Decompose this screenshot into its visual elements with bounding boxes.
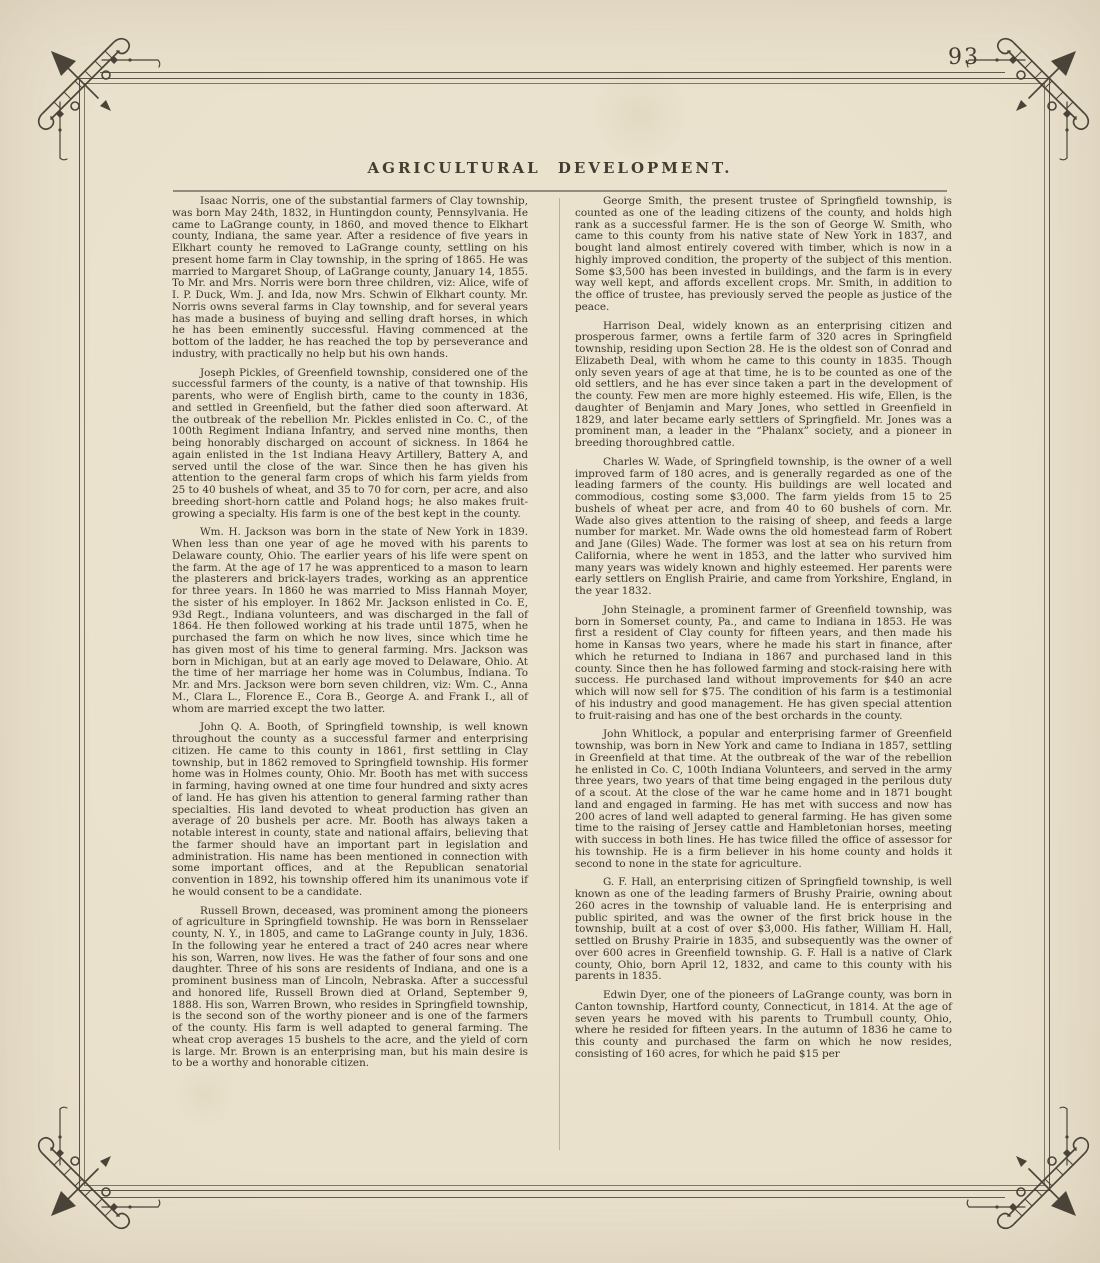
title-rule [173,190,947,192]
outer-bottom-rule [100,1197,1005,1198]
bio-paragraph-edwin-dyer: Edwin Dyer, one of the pioneers of LaGrange county, was born in Canton township, Hartford county, Connecticut, in 1814. At the age of seven years he moved with his parents to Trumbull county, Ohio, where he resided for fifteen years. In the autumn of 1836 he came to this county and purchased the farm on which he now resides, consisting of 160 acres, for which he paid $15 per [575,989,952,1060]
bio-paragraph-g-f-hall: G. F. Hall, an enterprising citizen of Springfield township, is well known as one of the leading farmers of Brushy Prairie, owning about 260 acres in the township of valuable land. He is enterprising and public spirited, and was the owner of the first brick house in the township, built at a cost of over $3,000. His father, William H. Hall, settled on Brushy Prairie in 1835, and subsequently was the owner of over 600 acres in Greenfield township. G. F. Hall is a native of Clark county, Ohio, born April 12, 1832, and came to this county with his parents in 1835. [575,876,952,983]
bio-paragraph-joseph-pickles: Joseph Pickles, of Greenfield township, considered one of the successful farmers of the county, is a native of that township. His parents, who were of English birth, came to the county in 1836, and settled in Greenfield, but the father died soon afterward. At the outbreak of the rebellion Mr. Pickles enlisted in Co. C., of the 100th Regiment Indiana Infantry, and served nine months, then being honorably discharged on account of sickness. In 1864 he again enlisted in the 1st Indiana Heavy Artillery, Battery A, and served until the close of the war. Since then he has given his attention to the general farm crops of which his farm yields from 25 to 40 bushels of wheat, and 35 to 70 for corn, per acre, and also breeding short-horn cattle and Poland hogs; he also makes fruit-growing a specialty. His farm is one of the best kept in the county. [172,366,528,520]
bio-paragraph-john-whitlock: John Whitlock, a popular and enterprising farmer of Greenfield township, was born in New York and came to Indiana in 1857, settling in Greenfield at that time. At the outbreak of the war of the rebellion he enlisted in Co. C, 100th Indiana Volunteers, and served in the army three years, two years of that time being engaged in the perilous duty of a scout. At the close of the war he came home and in 1871 bought land and engaged in farming. He has met with success and now has 200 acres of land well adapted to general farming. He has given some time to the raising of Jersey cattle and Hambletonian horses, meeting with success in both lines. He has twice filled the office of assessor for his township. He is a firm believer in his home county and holds it second to none in the state for agriculture. [575,728,952,870]
outer-top-rule [100,72,1005,73]
bio-paragraph-john-q-a-booth: John Q. A. Booth, of Springfield township, is well known throughout the county as a successful farmer and enterprising citizen. He came to this county in 1861, first settling in Clay township, but in 1862 removed to Springfield township. His former home was in Holmes county, Ohio. Mr. Booth has met with success in farming, having owned at one time four hundred and sixty acres of land. He has given his attention to general farming rather than specialties. His land devoted to wheat production has given an average of 20 bushels per acre. Mr. Booth has always taken a notable interest in county, state and national affairs, believing that the farmer should have an important part in legislation and administration. His name has been mentioned in connection with some important offices, and at the Republican senatorial convention in 1892, his township offered him its unanimous vote if he would consent to be a candidate. [172,721,528,898]
right-column [575,196,952,1068]
bio-paragraph-george-smith: George Smith, the present trustee of Springfield township, is counted as one of the leading citizens of the county, and holds high rank as a successful farmer. He is the son of George W. Smith, who came to this county from his native state of New York in 1837, and bought land almost entirely covered with timber, which is now in a highly improved condition, the property of the subject of this mention. Some $3,500 has been invested in buildings, and the farm is in every way well kept, and affords excellent crops. Mr. Smith, in addition to the office of trustee, has previously served the people as justice of the peace. [575,195,952,313]
bio-paragraph-wm-h-jackson: Wm. H. Jackson was born in the state of New York in 1839. When less than one year of age he moved with his parents to Delaware county, Ohio. The earlier years of his life were spent on the farm. At the age of 17 he was apprenticed to a mason to learn the plasterers and brick-layers trades, working as an apprentice for three years. In 1860 he was married to Miss Hannah Moyer, the sister of his employer. In 1862 Mr. Jackson enlisted in Co. E, 93d Regt., Indiana volunteers, and was discharged in the fall of 1864. He then followed working at his trade until 1875, when he purchased the farm on which he now lives, since which time he has given most of his time to general farming. Mrs. Jackson was born in Michigan, but at an early age moved to Delaware, Ohio. At the time of her marriage her home was in Columbus, Indiana. To Mr. and Mrs. Jackson were born seven children, viz: Wm. C., Anna M., Clara L., Florence E., Cora B., George A. and Frank I., all of whom are married except the two latter. [172,526,528,715]
left-column [172,196,528,1077]
bio-paragraph-russell-brown: Russell Brown, deceased, was prominent among the pioneers of agriculture in Springfield township. He was born in Rensselaer county, N. Y., in 1805, and came to LaGrange county in July, 1836. In the following year he entered a tract of 240 acres near where his son, Warren, now lives. He was the father of four sons and one daughter. Three of his sons are residents of Indiana, and one is a prominent business man of Lincoln, Nebraska. After a successful and honored life, Russell Brown died at Orland, September 9, 1888. His son, Warren Brown, who resides in Springfield township, is the second son of the worthy pioneer and is one of the farmers of the county. His farm is well adapted to general farming. The wheat crop averages 15 bushels to the acre, and the yield of corn is large. Mr. Brown is an enterprising man, but his main desire is to be a worthy and honorable citizen. [172,904,528,1070]
bio-paragraph-charles-w-wade: Charles W. Wade, of Springfield township, is the owner of a well improved farm of 180 acres, and is generally regarded as one of the leading farmers of the county. His buildings are well located and commodious, costing some $3,000. The farm yields from 15 to 25 bushels of wheat per acre, and from 40 to 60 bushels of corn. Mr. Wade also gives attention to the raising of sheep, and feeds a large number for market. Mr. Wade owns the old homestead farm of Robert and Jane (Giles) Wade. The former was lost at sea on his return from California, where he went in 1853, and the latter who survived him many years was widely known and highly esteemed. Her parents were early settlers on English Prairie, and came from Yorkshire, England, in the year 1832. [575,455,952,597]
corner-flourish-bottom-right-icon [959,1099,1100,1249]
page-number: 93 [948,45,980,70]
corner-flourish-bottom-left-icon [18,1099,168,1249]
column-divider [559,198,560,1150]
bio-paragraph-john-steinagle: John Steinagle, a prominent farmer of Greenfield township, was born in Somerset county, Pa., and came to Indiana in 1853. He was first a resident of Clay county for fifteen years, and then made his home in Kansas two years, where he made his start in finance, after which he returned to Indiana in 1867 and purchased land in this county. Since then he has followed farming and stock-raising here with success. He purchased land without improvements for $40 an acre which will now sell for $75. The condition of his farm is a testimonial of his industry and good management. He has given special attention to fruit-raising and has one of the best orchards in the county. [575,603,952,722]
bio-paragraph-isaac-norris: Isaac Norris, one of the substantial farmers of Clay township, was born May 24th, 1832, in Huntingdon county, Pennsylvania. He came to LaGrange county, in 1860, and moved thence to Elkhart county, Indiana, the same year. After a residence of five years in Elkhart county he removed to LaGrange county, settling on his present home farm in Clay township, in the spring of 1865. He was married to Margaret Shoup, of LaGrange county, January 14, 1855. To Mr. and Mrs. Norris were born three children, viz: Alice, wife of I. P. Duck, Wm. J. and Ida, now Mrs. Schwin of Elkhart county. Mr. Norris owns several farms in Clay township, and for several years has made a business of buying and selling draft horses, in which he has been eminently successful. Having commenced at the bottom of the ladder, he has reached the top by perseverance and industry, with practically no help but his own hands. [172,195,528,360]
page-title: AGRICULTURAL DEVELOPMENT. [367,159,733,177]
corner-flourish-top-right-icon [959,18,1100,168]
bio-paragraph-harrison-deal: Harrison Deal, widely known as an enterprising citizen and prosperous farmer, owns a fertile farm of 320 acres in Springfield township, residing upon Section 28. He is the oldest son of Conrad and Elizabeth Deal, with whom he came to this county in 1835. Though only seven years of age at that time, he is to be counted as one of the old settlers, and he has ever since taken a part in the development of the county. Few men are more highly esteemed. His wife, Ellen, is the daughter of Benjamin and Mary Jones, who settled in Greenfield in 1829, and later became early settlers of Springfield. Mr. Jones was a prominent man, a leader in the “Phalanx” society, and a pioneer in breeding thoroughbred cattle. [575,319,952,449]
corner-flourish-top-left-icon [18,18,168,168]
